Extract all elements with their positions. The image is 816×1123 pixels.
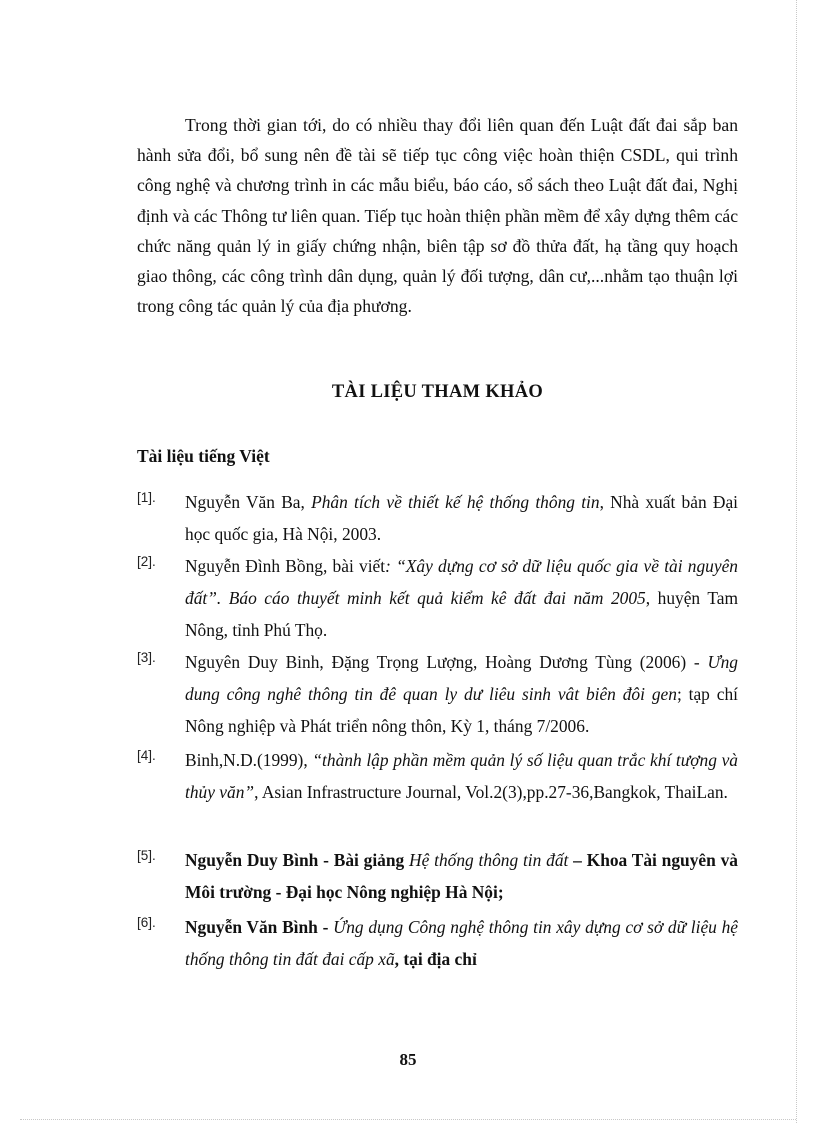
reference-number: [2]. [137, 554, 156, 569]
reference-text [185, 646, 738, 742]
reference-author: Nguyễn Duy Bình - Bài giảng [185, 850, 410, 870]
reference-text [185, 744, 738, 808]
reference-title: Ưng dung công nghê thông tin đê quan ly dư liêu sinh vât biên đôi gen [185, 652, 738, 704]
reference-details: , tại địa chỉ [394, 949, 477, 969]
reference-title: Phân tích về thiết kế hệ thống thông tin [311, 492, 600, 512]
page-number: 85 [399, 1050, 417, 1069]
page-border-right [796, 0, 797, 1123]
reference-details: ; tạp chí Nông nghiệp và Phát triển nông thôn, Kỳ 1, tháng 7/2006. [185, 684, 738, 736]
reference-text [185, 550, 738, 646]
reference-title: Ứng dụng Công nghệ thông tin xây dựng cơ sở dữ liệu hệ thống thông tin đất đai cấp xã [185, 917, 738, 969]
reference-title: Hệ thống thông tin đất [409, 850, 569, 870]
reference-title: : “Xây dựng cơ sở dữ liệu quốc gia về tài nguyên đất”. Báo cáo thuyết minh kết quả kiểm kê đất đai năm 2005 [185, 556, 739, 608]
reference-details: , Asian Infrastructure Journal, Vol.2(3),pp.27-36,Bangkok, ThaiLan. [254, 782, 728, 802]
reference-author: Binh,N.D.(1999), [185, 750, 313, 770]
reference-number: [6]. [137, 915, 156, 930]
reference-text [185, 486, 738, 550]
reference-number: [3]. [137, 650, 156, 665]
reference-number: [4]. [137, 748, 156, 763]
reference-author: Nguyễn Văn Bình - [185, 917, 334, 937]
reference-author: Nguyễn Đình Bồng, bài viết [185, 556, 386, 576]
reference-author: Nguyễn Văn Ba, [185, 492, 312, 512]
reference-text [185, 911, 738, 975]
reference-title: “thành lập phần mềm quản lý số liệu quan trắc khí tượng và thủy văn” [185, 750, 738, 802]
reference-details: , huyện Tam Nông, tỉnh Phú Thọ. [185, 588, 738, 640]
reference-number: [5]. [137, 848, 156, 863]
page-border-bottom [20, 1119, 796, 1120]
reference-details: , Nhà xuất bản Đại học quốc gia, Hà Nội, 2003. [185, 492, 738, 544]
reference-text [185, 844, 738, 908]
reference-number: [1]. [137, 490, 156, 505]
intro-paragraph: Trong thời gian tới, do có nhiều thay đổi liên quan đến Luật đất đai sắp ban hành sửa đổi, bổ sung nên đề tài sẽ tiếp tục công việc hoàn thiện CSDL, qui trình công nghệ và chương trình in các mẫu biểu, báo cáo, sổ sách theo Luật đất đai, Nghị định và các Thông tư liên quan. Tiếp tục hoàn thiện phần mềm để xây dựng thêm các chức năng quản lý in giấy chứng nhận, biên tập sơ đồ thửa đất, hạ tầng quy hoạch giao thông, các công trình dân dụng, quản lý đối tượng, dân cư,...nhằm tạo thuận lợi trong công tác quản lý của địa phương. [137, 115, 738, 317]
reference-author: Nguyên Duy Binh, Đặng Trọng Lượng, Hoàng Dương Tùng (2006) - [185, 652, 708, 672]
section-heading: Tài liệu tiếng Việt [137, 446, 270, 466]
references-heading: TÀI LIỆU THAM KHẢO [331, 382, 544, 402]
reference-details: – Khoa Tài nguyên và Môi trường - Đại học Nông nghiệp Hà Nội; [185, 850, 738, 902]
